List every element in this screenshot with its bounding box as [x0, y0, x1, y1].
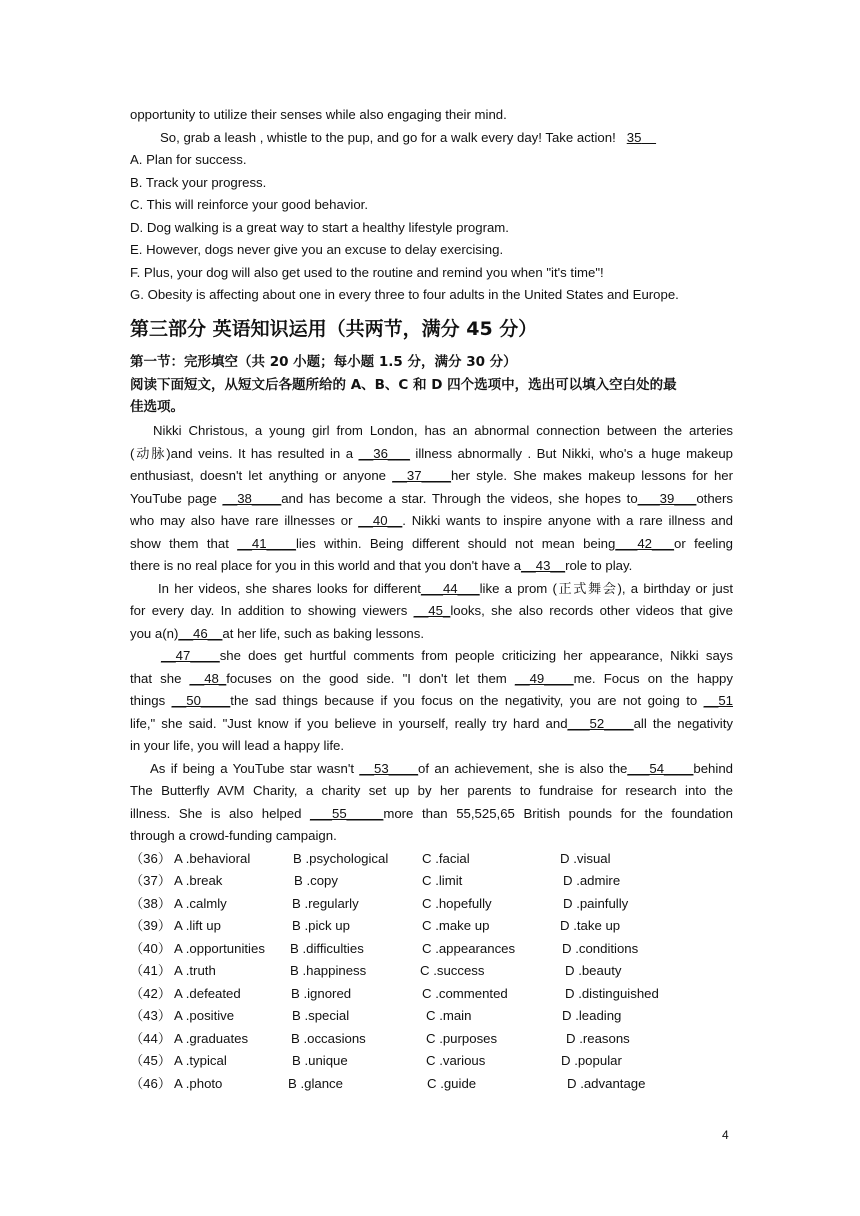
blank-47: __47____: [161, 648, 220, 663]
passage-line: who may also have rare illnesses or __40__. Nikki wants to inspire anyone with a rare illness and: [130, 513, 733, 528]
option-g: G. Obesity is affecting about one in every three to four adults in the United States and Europe.: [130, 287, 679, 302]
passage-line: show them that __41____lies within. Being different should not mean being___42___or feeling: [130, 536, 733, 551]
blank-35: 35: [626, 130, 642, 145]
blank-37: __37____: [392, 468, 451, 483]
passage-line: for every day. In addition to showing viewers __45_looks, she also records other videos that give: [130, 603, 733, 618]
blank-55: ___55_____: [309, 806, 384, 821]
instructions-line-2: 佳选项。: [130, 399, 184, 415]
document-page: opportunity to utilize their senses while also engaging their mind. So, grab a leash , whistle to the pup, and go for a walk every day! Take action! 35 A. Plan for success. B. Track your progress. C. This will reinforce your good behavior. D. Dog walking is a great way to start a healthy lifestyle program. E. However, dogs never give you an excuse to delay exercising. F. Plus, your dog will also get used to the routine and remind you when "it's time"! G. Obesity is affecting about one in every three to four adults in the United States and Europe. 第三部分 英语知识运用（共两节，满分 45 分） 第一节：完形填空（共 20 小题；每小题 1.5 分，满分 30 分） 阅读下面短文，从短文后各题所给的 A、B、C 和 D 四个选项中，选出可以填入空白处的最 佳选项。 Nikki Christous, a young girl from London, has an abnormal connection between the arteries (动脉)and veins. It has resulted in a __36___ illness abnormally . But Nikki, who's a huge makeup enthusiast, doesn't let anything or anyone __37____her style. She makes makeup lessons for her YouTube page __38____and has become a star. Through the videos, she hopes to___39___others who may also have rare illnesses or __40__. Nikki wants to inspire anyone with a rare illness and show them that __41____lies within. Being different should not mean being___42___or feeling there is no real place for you in this world and that you don't have a__43__role to play. In her videos, she shares looks for different___44___like a prom (正式舞会), a birthday or just for every day. In addition to showing viewers __45_looks, she also records other videos that give you a(n)__46__at her life, such as baking lessons. __47____she does get hurtful comments from people criticizing her appearance, Nikki says that she __48_focuses on the good side. "I don't let them __49____me. Focus on the happy things __50____the sad things because if you focus on the negativity, you are not going to __51 life," she said. "Just know if you believe in yourself, really try hard and___52____all the negativity in your life, you will lead a happy life. As if being a YouTube star wasn't __53____of an achievement, she is also the___54____behind The Butterfly AVM Charity, a charity set up by her parents to fundraise for research into the illness. She is also helped ___55_____more than 55,525,65 British pounds for the foundation through a crowd-funding campaign. （36） A .behavioral B .psychological C .facial D .visual （37） A .break B .copy C .limit D .admire （38） A .calmly B .regularly C .hopefully D .painfully （39） A .lift up B .pick up C .make up D .take up （40） A .opportunities B .difficulties C .appearances D .conditions （41） A .truth B .happiness C .success D .beauty （42） A .defeated B .ignored C .commented D .distinguished （43） A .positive B .special C .main D .leading （44） A .graduates B .occasions C .purposes D .reasons （45） A .typical B .unique C .various D .popular （46） A .photo B .glance C .guide D .advantage 4: [0, 0, 860, 1216]
blank-38: __38____: [222, 491, 282, 506]
instructions-line-1: 阅读下面短文，从短文后各题所给的 A、B、C 和 D 四个选项中，选出可以填入空白处的最: [130, 377, 677, 393]
passage-line: (动脉)and veins. It has resulted in a __36___ illness abnormally . But Nikki, who's a huge makeup: [130, 446, 733, 461]
option-c: C. This will reinforce your good behavior.: [130, 197, 368, 212]
option-b: B. Track your progress.: [130, 175, 267, 190]
passage-line: opportunity to utilize their senses while also engaging their mind.: [130, 107, 507, 122]
blank-43: __43__: [521, 558, 566, 573]
passage-line: The Butterfly AVM Charity, a charity set up by her parents to fundraise for research into the: [130, 783, 733, 798]
passage-line: things __50____the sad things because if you focus on the negativity, you are not going to __51: [130, 693, 733, 708]
passage-line: in your life, you will lead a happy life.: [130, 738, 345, 753]
passage-line: __47____she does get hurtful comments from people criticizing her appearance, Nikki says: [161, 648, 733, 663]
passage-line: enthusiast, doesn't let anything or anyone __37____her style. She makes makeup lessons for her: [130, 468, 733, 483]
option-d: D. Dog walking is a great way to start a healthy lifestyle program.: [130, 220, 509, 235]
blank-40: __40__: [358, 513, 403, 528]
passage-line: In her videos, she shares looks for different___44___like a prom (正式舞会), a birthday or just: [158, 581, 734, 596]
blank-48: __48_: [189, 671, 227, 686]
option-a: A. Plan for success.: [130, 152, 247, 167]
section-title: 第三部分 英语知识运用（共两节，满分 45 分）: [130, 318, 538, 340]
passage-line: So, grab a leash , whistle to the pup, and go for a walk every day! Take action! 35: [160, 130, 642, 145]
passage-line: YouTube page __38____and has become a star. Through the videos, she hopes to___39___others: [130, 491, 733, 506]
blank-53: __53____: [359, 761, 419, 776]
blank-54: ___54____: [627, 761, 694, 776]
blank-44: ___44___: [420, 581, 480, 596]
page-number: 4: [722, 1128, 729, 1142]
blank-52: ___52____: [567, 716, 634, 731]
passage-line: life," she said. "Just know if you believe in yourself, really try hard and___52____all the negativity: [130, 716, 733, 731]
blank-50: __50____: [171, 693, 231, 708]
option-e: E. However, dogs never give you an excuse to delay exercising.: [130, 242, 504, 257]
blank-45: __45_: [413, 603, 451, 618]
passage-line: Nikki Christous, a young girl from London, has an abnormal connection between the arteries: [153, 423, 733, 438]
passage-line: illness. She is also helped ___55_____more than 55,525,65 British pounds for the foundation: [130, 806, 733, 821]
blank-42: ___42___: [615, 536, 675, 551]
blank-39: ___39___: [637, 491, 697, 506]
blank-51: __51: [703, 693, 733, 708]
passage-line: that she __48_focuses on the good side. "I don't let them __49____me. Focus on the happy: [130, 671, 733, 686]
subsection-title: 第一节：完形填空（共 20 小题；每小题 1.5 分，满分 30 分）: [130, 354, 517, 370]
passage-line: there is no real place for you in this world and that you don't have a__43__role to play.: [130, 558, 633, 573]
option-f: F. Plus, your dog will also get used to the routine and remind you when "it's time"!: [130, 265, 604, 280]
blank-41: __41____: [237, 536, 296, 551]
blank-46: __46__: [178, 626, 223, 641]
blank-36: __36___: [358, 446, 410, 461]
passage-line: you a(n)__46__at her life, such as baking lessons.: [130, 626, 424, 641]
blank-49: __49____: [514, 671, 574, 686]
passage-line: As if being a YouTube star wasn't __53____of an achievement, she is also the___54____behind: [150, 761, 733, 776]
passage-line: through a crowd-funding campaign.: [130, 828, 337, 843]
